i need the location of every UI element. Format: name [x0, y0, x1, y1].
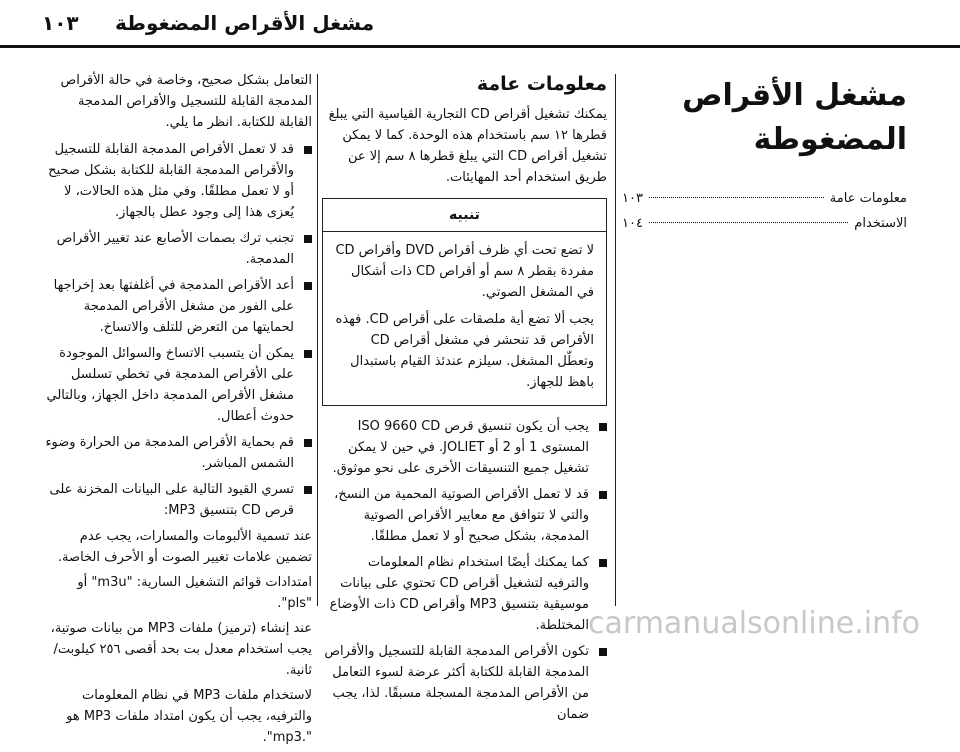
section-title: معلومات عامة [476, 73, 607, 95]
list-item [42, 228, 312, 270]
list-item [322, 641, 607, 725]
list-item [42, 139, 312, 223]
bullet-square-icon [304, 146, 312, 154]
mp3-restriction: لاستخدام ملفات MP3 في نظام المعلومات والترفيه، يجب أن يكون امتداد ملفات MP3 هو ".mp3". [66, 688, 312, 745]
toc-label: الاستخدام [854, 216, 907, 231]
column-divider [317, 74, 318, 606]
notice-box [322, 198, 607, 406]
list-item-text: قد لا تعمل الأقراص الصوتية المحمية من النسخ، والتي لا تتوافق مع معايير الأقراص الصوتية المدمجة، بشكل صحيح أو لا تعمل مطلقًا. [334, 487, 589, 544]
list-item-text: قد لا تعمل الأقراص المدمجة القابلة للتسجيل والأقراص المدمجة القابلة للكتابة بشكل صحيح أو لا تعمل مطلقًا. وفي مثل هذه الحالات، لا يُعزى هذا إلى وجود عطل بالجهاز. [48, 142, 294, 220]
bullet-square-icon [304, 350, 312, 358]
notice-paragraph: يجب ألا تضع أية ملصقات على أقراص CD. فهذه الأقراص قد تنحشر في مشغل أقراص CD وتعطّل المشغل. سيلزم عندئذ القيام باستبدال باهظ للجهاز. [335, 312, 594, 390]
notice-body [323, 232, 606, 405]
chapter-title: مشغل الأقراص المضغوطة [682, 78, 907, 157]
list-item-text: يمكن أن يتسبب الاتساخ والسوائل الموجودة على الأقراص المدمجة في تخطي تسلسل مشغل الأقراص المدمجة داخل الجهاز، وبالتالي حدوث أعطال. [46, 346, 294, 424]
toc-label: معلومات عامة [829, 191, 907, 206]
bullet-square-icon [599, 559, 607, 567]
column-divider [615, 74, 616, 606]
page-header [0, 0, 960, 48]
intro-paragraph: يمكنك تشغيل أقراص CD التجارية القياسية التي يبلغ قطرها ١٢ سم باستخدام هذه الوحدة. كما لا يمكن تشغيل أقراص CD التي يبلغ قطرها ٨ سم إلا عن طريق استخدام أحد المهايئات. [328, 107, 607, 185]
notice-paragraph: لا تضع تحت أي ظرف أقراص DVD وأقراص CD مفردة بقطر ٨ سم أو أقراص CD ذات أشكال في المشغل الصوتي. [335, 243, 594, 300]
list-item-text: يجب أن يكون تنسيق قرص ISO 9660 CD المستوى 1 أو 2 أو JOLIET. في حين لا يمكن تشغيل جميع التنسيقات الأخرى على نحو موثوق. [332, 419, 589, 476]
column-general-info [322, 70, 607, 730]
bullet-square-icon [599, 648, 607, 656]
toc-page: ١٠٣ [622, 191, 643, 206]
list-item-text: تكون الأقراص المدمجة القابلة للتسجيل والأقراص المدمجة القابلة للكتابة أكثر عرضة لسوء التعامل من الأقراص المدمجة المسجلة مسبقًا. لذا، يجب ضمان [324, 644, 589, 722]
toc-item[interactable] [622, 213, 907, 234]
toc-leader [649, 197, 824, 198]
list-item-text: أعد الأقراص المدمجة في أغلفتها بعد إخراجها على الفور من مشغل الأقراص المدمجة لحمايتها من التعرض للتلف والاتساخ. [53, 278, 294, 335]
list-item-text: كما يمكنك أيضًا استخدام نظام المعلومات والترفيه لتشغيل أقراص CD تحتوي على بيانات موسيقية بتنسيق MP3 وأقراص CD ذات الأوضاع المختلطة. [329, 555, 589, 633]
list-item-text: تسري القيود التالية على البيانات المخزنة على قرص CD بتنسيق MP3: [49, 482, 294, 518]
bullet-square-icon [304, 282, 312, 290]
mp3-restriction: عند إنشاء (ترميز) ملفات MP3 من بيانات صوتية، يجب استخدام معدل بت بحد أقصى ٢٥٦ كيلوبت/ثانية. [50, 621, 312, 678]
toc-page: ١٠٤ [622, 216, 643, 231]
list-item-text: قم بحماية الأقراص المدمجة من الحرارة وضوء الشمس المباشر. [45, 435, 294, 471]
toc-leader [649, 222, 848, 223]
list-item [322, 552, 607, 636]
continued-paragraph: التعامل بشكل صحيح، وخاصة في حالة الأقراص المدمجة القابلة للتسجيل والأقراص المدمجة القابلة للكتابة. انظر ما يلي. [60, 73, 312, 130]
list-item [42, 275, 312, 338]
toc-item[interactable] [622, 188, 907, 209]
bullet-square-icon [599, 423, 607, 431]
mp3-restriction: امتدادات قوائم التشغيل السارية: "m3u" أو "pls". [77, 575, 312, 611]
header-page-number: ١٠٣ [42, 11, 79, 35]
mp3-restriction: عند تسمية الألبومات والمسارات، يجب عدم تضمين علامات تغيير الصوت أو الأحرف الخاصة. [57, 529, 312, 565]
bullet-square-icon [304, 439, 312, 447]
list-item [42, 432, 312, 474]
bullet-square-icon [599, 491, 607, 499]
bullet-square-icon [304, 235, 312, 243]
list-item [42, 343, 312, 427]
list-item [322, 484, 607, 547]
watermark: carmanualsonline.info [588, 606, 920, 641]
notice-title: تنبيه [323, 199, 606, 232]
list-item [42, 479, 312, 521]
list-item-text: تجنب ترك بصمات الأصابع عند تغيير الأقراص المدمجة. [56, 231, 294, 267]
header-title: مشغل الأقراص المضغوطة [115, 11, 375, 35]
bullet-list [322, 416, 607, 725]
bullet-list [42, 139, 312, 521]
bullet-square-icon [304, 486, 312, 494]
column-continued [42, 70, 312, 752]
list-item [322, 416, 607, 479]
column-main [622, 70, 907, 238]
